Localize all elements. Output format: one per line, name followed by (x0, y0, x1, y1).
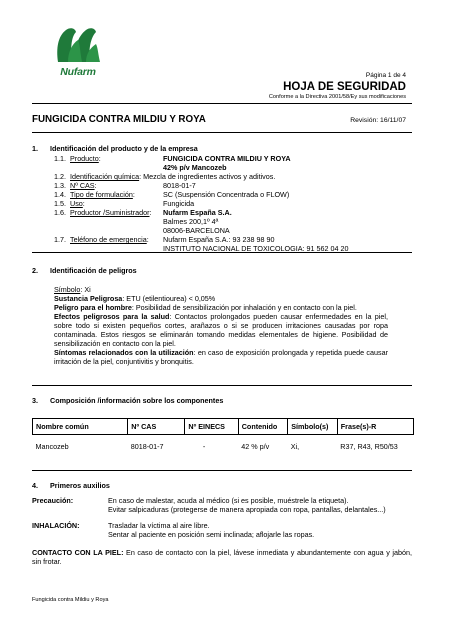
identification-value: Fungicida (163, 199, 195, 208)
identification-key-cell (70, 190, 163, 199)
document-title: HOJA DE SEGURIDAD (283, 81, 406, 93)
identification-number: 1.7. (54, 235, 66, 244)
identification-row (54, 226, 348, 235)
product-title: FUNGICIDA CONTRA MILDIU Y ROYA (32, 114, 206, 125)
identification-value: INSTITUTO NACIONAL DE TOXICOLOGIA: 91 562 04 20 (163, 244, 349, 253)
section-2-title: 2. Identificación de peligros (32, 266, 137, 275)
identification-separator: : (149, 208, 152, 217)
identification-value: Mezcla de ingredientes activos y aditivos. (143, 172, 276, 181)
composition-cell: Mancozeb (35, 442, 69, 451)
identification-key-cell (70, 199, 163, 208)
inhalation-line-2: Sentar al paciente en posición semi inclinada; aflojarle las ropas. (108, 530, 315, 539)
inhalation-label: INHALACIÓN: (32, 521, 80, 530)
nufarm-leaf-icon (48, 22, 108, 66)
identification-value: 08006-BARCELONA (163, 226, 230, 235)
identification-row (54, 154, 348, 163)
identification-number: 1.6. (54, 208, 66, 217)
section-3-title: 3. Composición /información sobre los componentes (32, 396, 224, 405)
section-1-title: 1. Identificación del producto y de la empresa (32, 144, 198, 153)
identification-key-cell (70, 235, 163, 244)
section-1-divider (32, 252, 412, 253)
identification-key: Productor /Suministrador (70, 208, 150, 217)
identification-key-cell (70, 208, 163, 217)
composition-header-row (33, 419, 414, 435)
identification-table (54, 154, 348, 253)
identification-value: FUNGICIDA CONTRA MILDIU Y ROYA (163, 154, 291, 163)
identification-key: Identificación química (70, 172, 140, 181)
identification-separator: : (94, 181, 97, 190)
identification-key-cell (70, 154, 163, 163)
identification-key: Tipo de formulación (70, 190, 133, 199)
skin-contact-paragraph: CONTACTO CON LA PIEL: En caso de contacto con la piel, lávese inmediata y abundantemente con agua y jabón, sin frotar. (32, 548, 412, 566)
footer-text: Fungicida contra Mildiu y Roya (32, 597, 109, 603)
page-number: Página 1 de 4 (365, 72, 406, 79)
symbol-line: Símbolo: Xi (54, 285, 91, 294)
composition-cell: - (202, 442, 206, 451)
precaution-line-2: Evitar salpicaduras (protegerse de manera apropiada con ropa, pantallas, delantales...) (108, 505, 386, 514)
composition-cell: R37, R43, R50/53 (340, 442, 398, 451)
identification-key-cell (70, 226, 163, 235)
composition-header-cell: Símbolo(s) (288, 419, 338, 435)
identification-separator: : (139, 172, 142, 181)
health-effects-paragraph: Efectos peligrosos para la salud: Contactos prolongados pueden causar enfermedades en la piel, sobre todo si existen pequeños cortes, arañazos o si se producen irritaciones causadas por ropa contaminada. Estos riesgos se eliminarán tomando medidas elementales de higiene. Posibilidad de sensibilización en contacto con la piel. (54, 312, 388, 348)
conformity-note: Conforme a la Directiva 2001/58/Ey sus modificaciones (268, 94, 406, 100)
composition-header-cell: Nº EINECS (185, 419, 238, 435)
composition-header-cell: Nombre común (33, 419, 128, 435)
identification-key-cell (70, 217, 163, 226)
composition-cell: 8018-01-7 (130, 442, 164, 451)
identification-value: 42% p/v Mancozeb (163, 163, 227, 172)
identification-row (54, 181, 348, 190)
identification-value: Nufarm España S.A.: 93 238 98 90 (163, 235, 275, 244)
precaution-row (32, 496, 412, 514)
identification-number: 1.1. (54, 154, 66, 163)
revision-date: Revisión: 16/11/07 (350, 117, 406, 124)
composition-cell: 42 % p/v (241, 442, 270, 451)
symptoms-paragraph: Síntomas relacionados con la utilización: en caso de exposición prolongada y repetida puede causar irritación de la piel, conjuntivitis y bronquitis. (54, 348, 388, 366)
identification-row (54, 235, 348, 244)
identification-value: Nufarm España S.A. (163, 208, 232, 217)
composition-cell: Xi, (290, 442, 300, 451)
identification-separator: : (146, 235, 149, 244)
precaution-label: Precaución: (32, 496, 74, 505)
header-divider (32, 103, 412, 104)
inhalation-line-1: Trasladar la víctima al aire libre. (108, 521, 210, 530)
identification-value: 8018-01-7 (163, 181, 196, 190)
hazardous-substance-line: Sustancia Peligrosa: ETU (etilentiourea) < 0,05% (54, 294, 216, 303)
hazard-block (54, 285, 388, 366)
logo-text: Nufarm (60, 66, 96, 78)
identification-key: Producto (70, 154, 99, 163)
identification-row (54, 172, 348, 181)
identification-number (54, 226, 70, 235)
composition-header-cell: Frase(s)-R (337, 419, 413, 435)
identification-number (54, 217, 70, 226)
inhalation-row (32, 521, 412, 539)
identification-number (54, 163, 70, 172)
identification-key: Teléfono de emergencia (70, 235, 147, 244)
identification-row (54, 208, 348, 217)
section-4-title: 4. Primeros auxilios (32, 481, 110, 490)
composition-header-cell: Nº CAS (128, 419, 185, 435)
composition-header-cell: Contenido (238, 419, 288, 435)
identification-separator: : (98, 154, 101, 163)
identification-row (54, 163, 348, 172)
section-2-divider (32, 385, 412, 386)
section-3-divider (32, 470, 412, 471)
identification-separator: : (132, 190, 135, 199)
identification-key: Uso (70, 199, 83, 208)
identification-number: 1.5. (54, 199, 66, 208)
identification-key-cell (70, 163, 163, 172)
identification-number: 1.2. (54, 172, 66, 181)
identification-value: Balmes 200,1º 4ª (163, 217, 219, 226)
identification-key: Nº CAS (70, 181, 95, 190)
identification-number: 1.4. (54, 190, 66, 199)
human-hazard-line: Peligro para el hombre: Posibilidad de sensibilización por inhalación y en contacto con la piel. (54, 303, 357, 312)
identification-row (54, 199, 348, 208)
identification-row (54, 190, 348, 199)
identification-number: 1.3. (54, 181, 66, 190)
composition-table (32, 418, 414, 451)
identification-key-cell (70, 181, 163, 190)
table-row (33, 435, 414, 452)
precaution-line-1: En caso de malestar, acuda al médico (si es posible, muéstrele la etiqueta). (108, 496, 349, 505)
identification-value: SC (Suspensión Concentrada o FLOW) (163, 190, 290, 199)
identification-separator: : (82, 199, 85, 208)
title-divider (32, 132, 412, 133)
identification-row (54, 217, 348, 226)
nufarm-logo (48, 22, 108, 80)
